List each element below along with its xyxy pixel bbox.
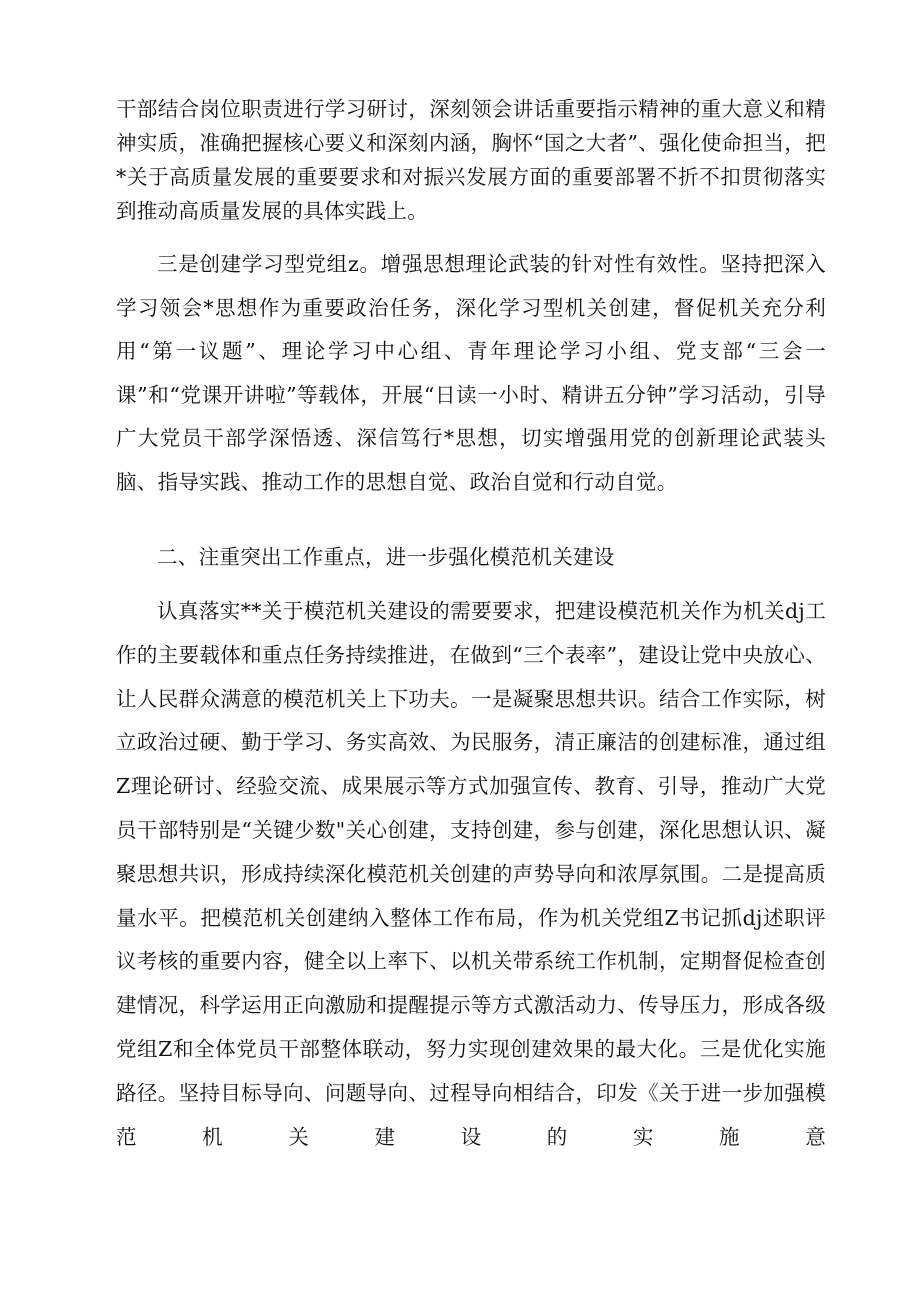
section-heading: 二、注重突出工作重点，进一步强化模范机关建设 xyxy=(157,545,615,569)
paragraph-learning-party-group: 三是创建学习型党组z。增强思想理论武装的针对性有效性。坚持把深入学习领会*思想作为重要政治任务，深化学习型机关创建，督促机关充分利用“第一议题”、理论学习中心组、青年理论学习小组、党支部“三会一课”和“党课开讲啦”等载体，开展“日读一小时、精讲五分钟”学习活动，引导广大党员干部学深悟透、深信笃行*思想，切实增强用党的创新理论武装头脑、指导实践、推动工作的思想自觉、政治自觉和行动自觉。 xyxy=(116,252,826,494)
paragraph-continuation: 干部结合岗位职责进行学习研讨，深刻领会讲话重要指示精神的重大意义和精神实质，准确把握核心要义和深刻内涵，胸怀“国之大者”、强化使命担当，把*关于高质量发展的重要要求和对振兴发展方面的重要部署不折不扣贯彻落实到推动高质量发展的具体实践上。 xyxy=(116,97,826,223)
paragraph-model-organ-building: 认真落实**关于模范机关建设的需要要求，把建设模范机关作为机关dj工作的主要载体和重点任务持续推进，在做到“三个表率”，建设让党中央放心、让人民群众满意的模范机关上下功夫。一是凝聚思想共识。结合工作实际，树立政治过硬、勤于学习、务实高效、为民服务，清正廉洁的创建标准，通过组Z理论研讨、经验交流、成果展示等方式加强宣传、教育、引导，推动广大党员干部特别是“关键少数"关心创建，支持创建，参与创建，深化思想认识、凝聚思想共识，形成持续深化模范机关创建的声势导向和浓厚氛围。二是提高质量水平。把模范机关创建纳入整体工作布局，作为机关党组Z书记抓dj述职评议考核的重要内容，健全以上率下、以机关带系统工作机制，定期督促检查创建情况，科学运用正向激励和提醒提示等方式激活动力、传导压力，形成各级党组Z和全体党员干部整体联动，努力实现创建效果的最大化。三是优化实施路径。坚持目标导向、问题导向、过程导向相结合，印发《关于进一步加强模范机关建设的实施意 xyxy=(116,599,826,1149)
